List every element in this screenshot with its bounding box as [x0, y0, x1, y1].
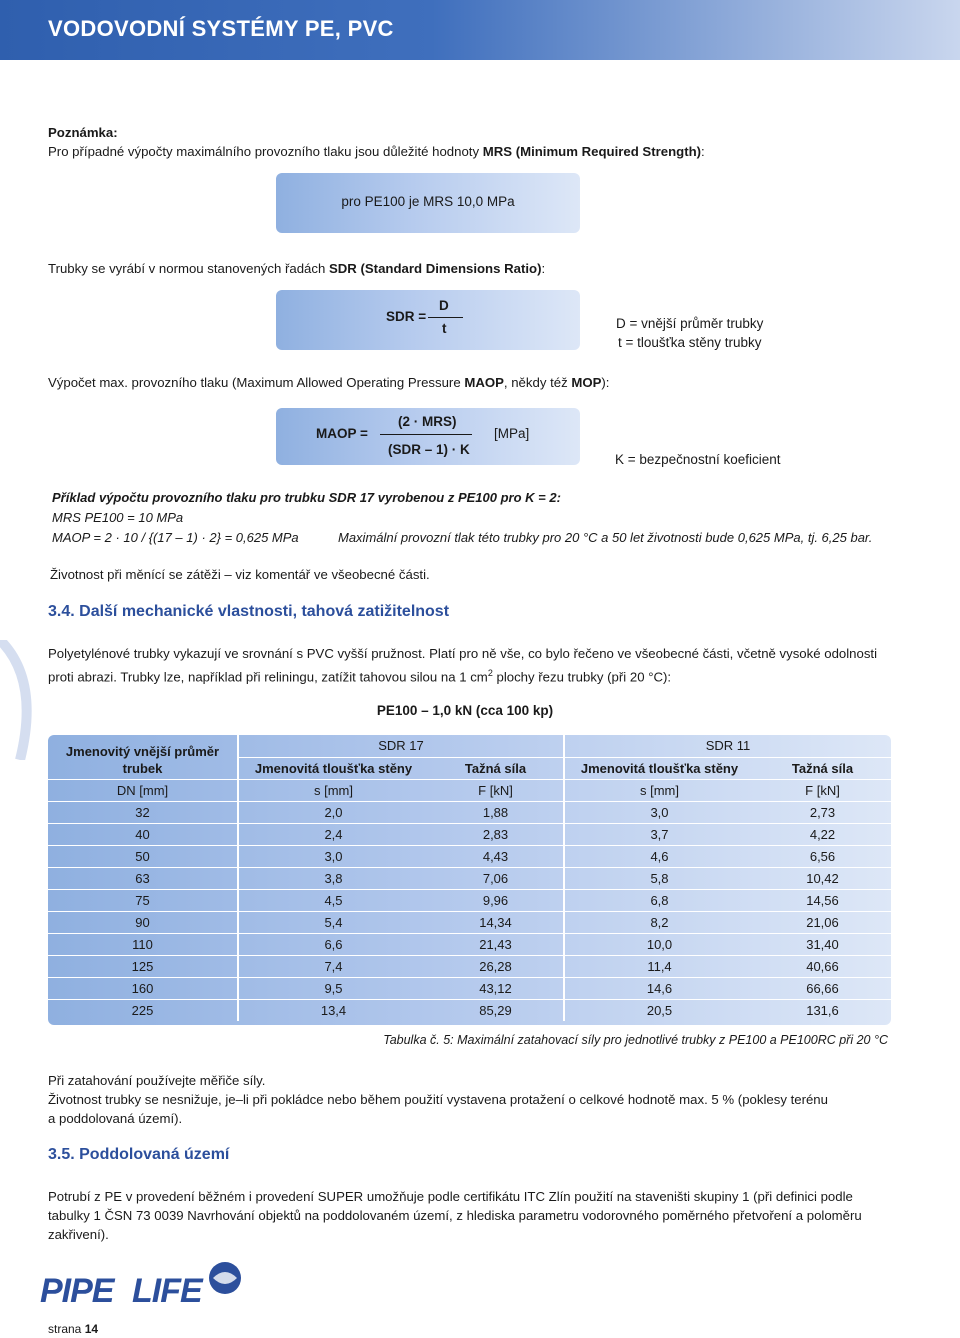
cell-s-sdr11: 14,6 — [564, 977, 754, 999]
maop-formula-box — [276, 408, 580, 465]
cell-s-sdr11: 20,5 — [564, 999, 754, 1021]
cell-f-sdr17: 14,34 — [428, 911, 564, 933]
sdr-legend-t: t = tloušťka stěny trubky — [618, 335, 762, 350]
table-row — [48, 955, 891, 977]
table-row — [48, 801, 891, 823]
cell-f-sdr17: 85,29 — [428, 999, 564, 1021]
unit-s-sdr11: s [mm] — [564, 779, 754, 801]
table-row — [48, 845, 891, 867]
note-text — [48, 142, 705, 161]
decorative-swoosh — [0, 640, 40, 760]
table-caption: Tabulka č. 5: Maximální zatahovací síly pro jednotlivé trubky z PE100 a PE100RC při 20 °C — [383, 1033, 888, 1047]
table-row — [48, 889, 891, 911]
logo-text-pipe: PIPE — [40, 1272, 114, 1310]
table-row — [48, 911, 891, 933]
section-35-line2: tabulky 1 ČSN 73 0039 Navrhování objektů na poddolovaném území, z hlediska parametru vodorovného poměrného přetvoření a poloměru — [48, 1208, 862, 1223]
cell-s-sdr17: 6,6 — [238, 933, 428, 955]
table-row — [48, 933, 891, 955]
maop-intro — [48, 373, 609, 392]
table-header-groups — [48, 735, 891, 757]
cell-s-sdr11: 11,4 — [564, 955, 754, 977]
cell-s-sdr17: 5,4 — [238, 911, 428, 933]
cell-s-sdr17: 4,5 — [238, 889, 428, 911]
cell-s-sdr11: 4,6 — [564, 845, 754, 867]
cell-f-sdr17: 21,43 — [428, 933, 564, 955]
maop-intro-prefix: Výpočet max. provozního tlaku (Maximum Allowed Operating Pressure — [48, 375, 465, 390]
maop-intro-bold2: MOP — [571, 375, 602, 390]
sdr-intro — [48, 259, 545, 278]
cell-dn: 63 — [48, 867, 238, 889]
cell-dn: 90 — [48, 911, 238, 933]
cell-dn: 225 — [48, 999, 238, 1021]
cell-f-sdr11: 31,40 — [754, 933, 891, 955]
sdr-intro-suffix: : — [541, 261, 546, 276]
note-text-suffix: : — [701, 144, 705, 159]
section-35-line3: zakřivení). — [48, 1227, 109, 1242]
after-table-line2: Životnost trubky se nesnižuje, je–li při pokládce nebo během použití vystavena protažení o celkové hodnotě max. 5 % (poklesy terénu — [48, 1092, 828, 1107]
cell-f-sdr17: 1,88 — [428, 801, 564, 823]
note-text-bold: MRS (Minimum Required Strength) — [482, 144, 702, 159]
pe100-line: PE100 – 1,0 kN (cca 100 kp) — [376, 703, 554, 718]
sub-thickness-sdr17: Jmenovitá tloušťka stěny — [238, 757, 428, 779]
section-34-para2 — [48, 664, 671, 686]
cell-s-sdr17: 2,0 — [238, 801, 428, 823]
cell-s-sdr11: 10,0 — [564, 933, 754, 955]
cell-f-sdr17: 7,06 — [428, 867, 564, 889]
cell-f-sdr11: 10,42 — [754, 867, 891, 889]
sdr-numerator: D — [439, 298, 449, 313]
cell-dn: 75 — [48, 889, 238, 911]
cell-f-sdr11: 40,66 — [754, 955, 891, 977]
table-row — [48, 977, 891, 999]
sdr-formula-box — [276, 290, 580, 350]
sdr-denominator: t — [442, 321, 447, 336]
page-header — [0, 0, 960, 60]
cell-dn: 160 — [48, 977, 238, 999]
cell-dn: 125 — [48, 955, 238, 977]
cell-f-sdr11: 66,66 — [754, 977, 891, 999]
cell-dn: 110 — [48, 933, 238, 955]
logo-text-life: LIFE — [132, 1272, 202, 1310]
example-title: Příklad výpočtu provozního tlaku pro trubku SDR 17 vyrobenou z PE100 pro K = 2: — [52, 490, 561, 505]
maop-denominator: (SDR – 1) · K — [388, 442, 470, 457]
table-row — [48, 823, 891, 845]
maop-legend-k: K = bezpečnostní koeficient — [615, 452, 781, 467]
sdr-intro-bold: SDR (Standard Dimensions Ratio) — [328, 261, 542, 276]
group-sdr17: SDR 17 — [238, 735, 564, 757]
sdr-fraction-line — [428, 317, 463, 318]
cell-f-sdr17: 9,96 — [428, 889, 564, 911]
cell-dn: 40 — [48, 823, 238, 845]
cell-s-sdr11: 3,7 — [564, 823, 754, 845]
cell-f-sdr17: 43,12 — [428, 977, 564, 999]
page-number — [48, 1322, 98, 1336]
cell-dn: 32 — [48, 801, 238, 823]
cell-f-sdr17: 2,83 — [428, 823, 564, 845]
group-sdr11: SDR 11 — [564, 735, 891, 757]
lifetime-note: Životnost při měnící se zátěži – viz komentář ve všeobecné části. — [50, 567, 430, 582]
sdr-legend-d: D = vnější průměr trubky — [616, 316, 764, 331]
example-result: Maximální provozní tlak této trubky pro 20 °C a 50 let životnosti bude 0,625 MPa, tj. 6,25 bar. — [338, 530, 873, 545]
sdr-intro-prefix: Trubky se vyrábí v normou stanovených řadách — [48, 261, 329, 276]
pipelife-logo — [40, 1262, 250, 1314]
cell-f-sdr17: 26,28 — [428, 955, 564, 977]
after-table-line3: a poddolovaná území). — [48, 1111, 183, 1126]
maop-intro-suffix: ): — [601, 375, 610, 390]
maop-fraction-line — [380, 434, 472, 435]
note-title: Poznámka: — [48, 125, 118, 140]
cell-s-sdr11: 8,2 — [564, 911, 754, 933]
cell-f-sdr11: 2,73 — [754, 801, 891, 823]
maop-intro-bold1: MAOP — [464, 375, 504, 390]
maop-unit: [MPa] — [494, 426, 530, 441]
cell-s-sdr17: 13,4 — [238, 999, 428, 1021]
cell-s-sdr17: 3,0 — [238, 845, 428, 867]
maop-intro-mid: , někdy též — [503, 375, 572, 390]
section-34-para2-suffix: plochy řezu trubky (při 20 °C): — [492, 669, 672, 685]
cell-s-sdr11: 3,0 — [564, 801, 754, 823]
cell-f-sdr17: 4,43 — [428, 845, 564, 867]
section-34-para2-sup: 2 — [487, 668, 493, 678]
unit-f-sdr11: F [kN] — [805, 782, 840, 798]
cell-s-sdr11: 5,8 — [564, 867, 754, 889]
section-34-para2-prefix: proti abrazi. Trubky lze, například při reliningu, zatížit tahovou silou na 1 cm — [48, 669, 488, 685]
unit-dn: DN [mm] — [116, 782, 169, 798]
cell-s-sdr11: 6,8 — [564, 889, 754, 911]
section-34-title: 3.4. Další mechanické vlastnosti, tahová zatižitelnost — [48, 603, 450, 620]
cell-f-sdr11: 14,56 — [754, 889, 891, 911]
unit-s-sdr17: s [mm] — [238, 779, 428, 801]
mrs-box — [276, 173, 580, 233]
table-units-row — [48, 779, 891, 801]
cell-dn: 50 — [48, 845, 238, 867]
after-table-line1: Při zatahování používejte měřiče síly. — [48, 1073, 266, 1088]
cell-f-sdr11: 4,22 — [754, 823, 891, 845]
note-text-prefix: Pro případné výpočty maximálního provozního tlaku jsou důležité hodnoty — [48, 144, 483, 159]
cell-f-sdr11: 131,6 — [754, 999, 891, 1021]
force-table — [48, 735, 891, 1025]
col-dn-title: Jmenovitý vnější průměr trubek — [48, 735, 238, 779]
maop-numerator: (2 · MRS) — [398, 414, 457, 429]
header-title: VODOVODNÍ SYSTÉMY PE, PVC — [48, 16, 394, 41]
sub-force-sdr11: Tažná síla — [754, 757, 891, 779]
cell-s-sdr17: 3,8 — [238, 867, 428, 889]
section-35-title: 3.5. Poddolovaná území — [48, 1146, 230, 1163]
unit-f-sdr17: F [kN] — [478, 782, 513, 798]
cell-f-sdr11: 6,56 — [754, 845, 891, 867]
page-number-value: 14 — [84, 1322, 99, 1336]
example-line2: MAOP = 2 · 10 / {(17 – 1) · 2} = 0,625 MPa — [52, 530, 299, 545]
cell-f-sdr11: 21,06 — [754, 911, 891, 933]
cell-s-sdr17: 7,4 — [238, 955, 428, 977]
cell-s-sdr17: 2,4 — [238, 823, 428, 845]
cell-s-sdr17: 9,5 — [238, 977, 428, 999]
mrs-box-text: pro PE100 je MRS 10,0 MPa — [341, 194, 515, 209]
force-table-grid — [48, 735, 891, 1021]
maop-label: MAOP = — [316, 426, 368, 441]
sdr-label: SDR = — [386, 309, 427, 324]
section-35-line1: Potrubí z PE v provedení běžném i provedení SUPER umožňuje podle certifikátu ITC Zlín použití na staveništi skupiny 1 (při definici podle — [48, 1189, 853, 1204]
section-34-para1: Polyetylénové trubky vykazují ve srovnání s PVC vyšší pružnost. Platí pro ně vše, co bylo řečeno ve všeobecné části, včetně vysoké odolnosti — [48, 646, 878, 661]
page-number-prefix: strana — [48, 1322, 85, 1336]
table-row — [48, 867, 891, 889]
table-row — [48, 999, 891, 1021]
example-line1: MRS PE100 = 10 MPa — [52, 510, 184, 525]
sub-force-sdr17: Tažná síla — [428, 757, 564, 779]
sub-thickness-sdr11: Jmenovitá tloušťka stěny — [564, 757, 754, 779]
